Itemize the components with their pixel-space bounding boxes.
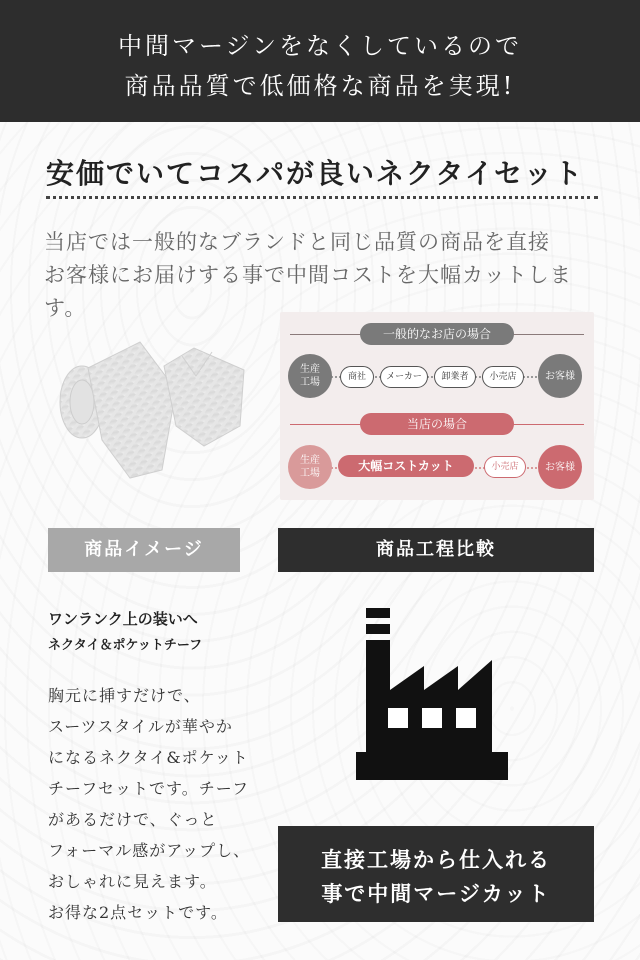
node-wholesaler: 卸業者 — [434, 366, 476, 388]
product-subtitle-2: ネクタイ＆ポケットチーフ — [48, 638, 203, 653]
banner-line-2: 商品品質で低価格な商品を実現! — [124, 72, 516, 100]
factory-label-2: 工場 — [300, 377, 320, 388]
desc-line: があるだけで、ぐっと — [48, 810, 218, 829]
cta-line-1: 直接工場から仕入れる — [321, 847, 551, 872]
factory-label-1: 生産 — [300, 364, 320, 375]
product-description — [48, 680, 268, 928]
section-headline: 安価でいてコスパが良いネクタイセット — [46, 157, 585, 190]
desc-line: チーフセットです。チーフ — [48, 779, 249, 798]
desc-line: 胸元に挿すだけで、 — [48, 686, 201, 705]
desc-line: フォーマル感がアップし、 — [48, 841, 251, 860]
caption-process-comparison: 商品工程比較 — [278, 528, 594, 572]
direct-purchase-box — [278, 826, 594, 922]
general-store-title: 一般的なお店の場合 — [360, 323, 514, 345]
intro-line-2: お客様にお届けする事で中間コストを大幅カットします。 — [44, 263, 572, 320]
ours-customer-circle: お客様 — [538, 445, 582, 489]
cost-cut-badge: 大幅コストカット — [338, 455, 474, 477]
node-trading: 商社 — [340, 366, 374, 388]
general-factory-circle — [288, 354, 332, 398]
our-store-title: 当店の場合 — [360, 413, 514, 435]
ours-factory-circle — [288, 445, 332, 489]
desc-line: スーツスタイルが華やか — [48, 717, 233, 736]
caption-product-image: 商品イメージ — [48, 528, 240, 572]
product-subtitle: ワンランク上の装いへ — [48, 610, 198, 628]
cta-line-2: 事で中間マージカット — [321, 881, 551, 906]
desc-line: おしゃれに見えます。 — [48, 872, 217, 891]
top-banner — [0, 0, 640, 122]
ours-factory-label-1: 生産 — [300, 455, 320, 466]
intro-line-1: 当店では一般的なブランドと同じ品質の商品を直接 — [44, 230, 550, 254]
ours-factory-label-2: 工場 — [300, 468, 320, 479]
dotted-divider — [46, 196, 598, 199]
ours-node-retailer: 小売店 — [484, 456, 526, 478]
process-comparison-diagram — [280, 312, 594, 500]
intro-text — [44, 226, 604, 325]
node-maker: メーカー — [380, 366, 428, 388]
necktie-image — [44, 330, 254, 480]
general-customer-circle: お客様 — [538, 354, 582, 398]
desc-line: お得な2点セットです。 — [48, 903, 228, 922]
factory-icon — [352, 604, 512, 784]
banner-line-1: 中間マージンをなくしているので — [118, 32, 522, 60]
node-retailer: 小売店 — [482, 366, 524, 388]
desc-line: になるネクタイ&ポケット — [48, 748, 249, 767]
